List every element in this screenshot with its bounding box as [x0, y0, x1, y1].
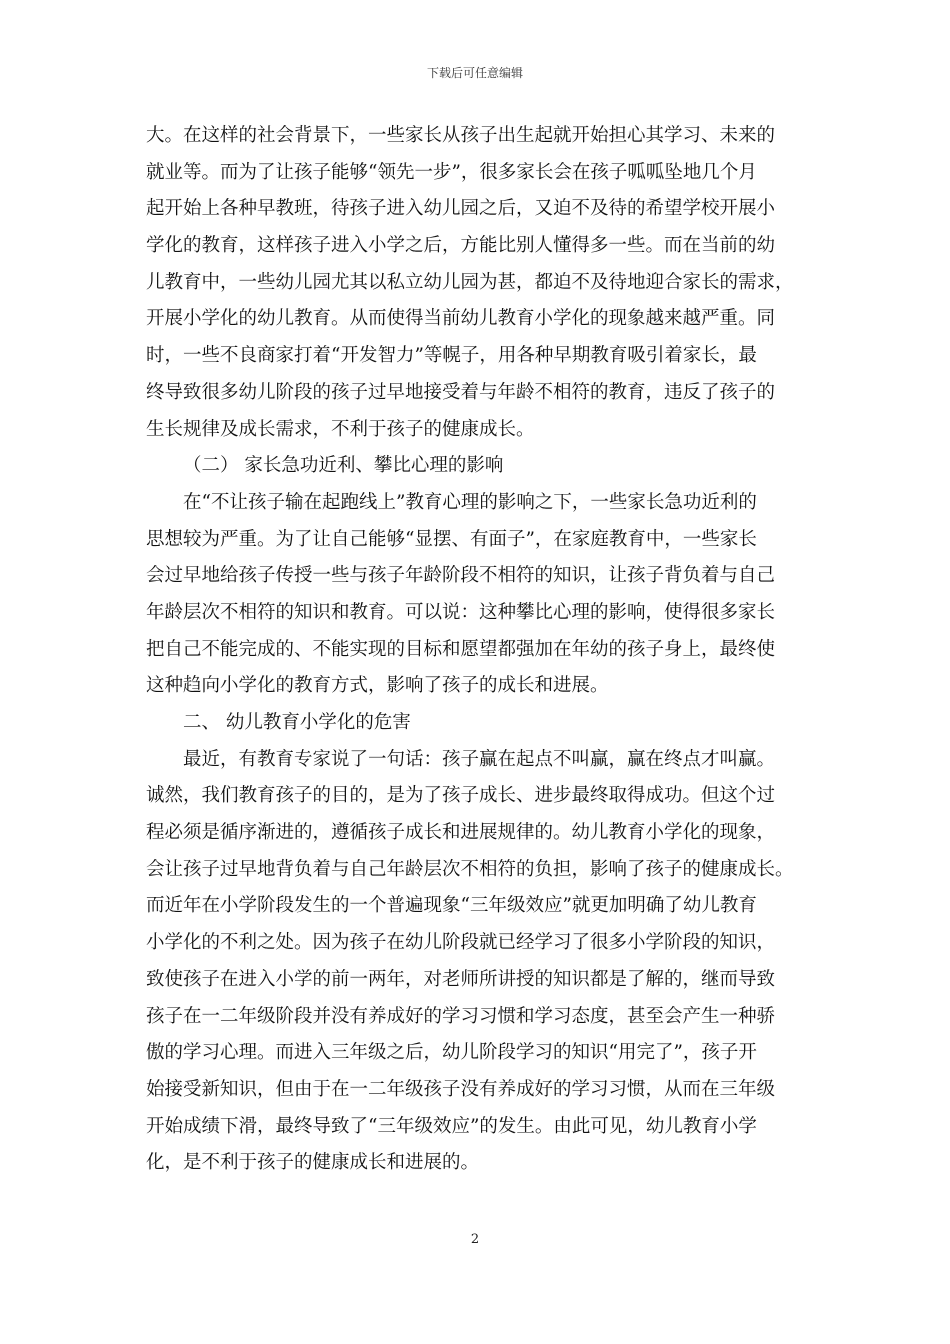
text-line: 这种趋向小学化的教育方式，影响了孩子的成长和进展。	[146, 675, 609, 697]
text-line: 始接受新知识，但由于在一二年级孩子没有养成好的学习习惯，从而在三年级	[146, 1078, 776, 1100]
text-line: 在“不让孩子输在起跑线上”教育心理的影响之下，一些家长急功近利的	[183, 491, 757, 513]
text-line: 二、 幼儿教育小学化的危害	[183, 712, 411, 733]
text-line: 生长规律及成长需求，不利于孩子的健康成长。	[146, 418, 535, 440]
text-line: 开展小学化的幼儿教育。从而使得当前幼儿教育小学化的现象越来越严重。同	[146, 308, 776, 330]
text-line: 开始成绩下滑，最终导致了“三年级效应”的发生。由此可见，幼儿教育小学	[146, 1115, 757, 1137]
page-number: 2	[470, 1232, 480, 1247]
text-line: 致使孩子在进入小学的前一两年，对老师所讲授的知识都是了解的，继而导致	[146, 968, 776, 990]
document-body	[146, 118, 806, 1182]
text-line: 化，是不利于孩子的健康成长和进展的。	[146, 1152, 480, 1174]
text-line: 学化的教育，这样孩子进入小学之后，方能比别人懂得多一些。而在当前的幼	[146, 235, 776, 257]
text-line: 儿教育中，一些幼儿园尤其以私立幼儿园为甚，都迫不及待地迎合家长的需求，	[146, 271, 794, 293]
text-line: 起开始上各种早教班，待孩子进入幼儿园之后，又迫不及待的希望学校开展小	[146, 198, 776, 220]
text-line: 终导致很多幼儿阶段的孩子过早地接受着与年龄不相符的教育，违反了孩子的	[146, 381, 776, 403]
text-line: 就业等。而为了让孩子能够“领先一步”，很多家长会在孩子呱呱坠地几个月	[146, 161, 757, 183]
text-line: 最近，有教育专家说了一句话：孩子赢在起点不叫赢，赢在终点才叫赢。	[183, 748, 776, 770]
text-line: 把自己不能完成的、不能实现的目标和愿望都强加在年幼的孩子身上，最终使	[146, 638, 776, 660]
text-line: 孩子在一二年级阶段并没有养成好的学习习惯和学习态度，甚至会产生一种骄	[146, 1005, 776, 1027]
text-line: 时，一些不良商家打着“开发智力”等幌子，用各种早期教育吸引着家长，最	[146, 345, 757, 367]
text-line: 会过早地给孩子传授一些与孩子年龄阶段不相符的知识，让孩子背负着与自己	[146, 565, 776, 587]
text-line: 而近年在小学阶段发生的一个普遍现象“三年级效应”就更加明确了幼儿教育	[146, 895, 757, 917]
page-header: 下载后可任意编辑	[426, 66, 523, 80]
text-line: 诚然，我们教育孩子的目的，是为了孩子成长、进步最终取得成功。但这个过	[146, 785, 776, 807]
text-line: （二） 家长急功近利、攀比心理的影响	[183, 455, 504, 477]
text-line: 年龄层次不相符的知识和教育。可以说：这种攀比心理的影响，使得很多家长	[146, 601, 776, 623]
text-line: 大。在这样的社会背景下，一些家长从孩子出生起就开始担心其学习、未来的	[146, 125, 776, 146]
text-line: 程必须是循序渐进的，遵循孩子成长和进展规律的。幼儿教育小学化的现象，	[146, 822, 776, 844]
text-line: 会让孩子过早地背负着与自己年龄层次不相符的负担，影响了孩子的健康成长。	[146, 858, 794, 880]
text-line: 小学化的不利之处。因为孩子在幼儿阶段就已经学习了很多小学阶段的知识，	[146, 932, 776, 954]
text-line: 思想较为严重。为了让自己能够“显摆、有面子”，在家庭教育中，一些家长	[146, 528, 757, 550]
text-line: 傲的学习心理。而进入三年级之后，幼儿阶段学习的知识“用完了”，孩子开	[146, 1042, 757, 1064]
